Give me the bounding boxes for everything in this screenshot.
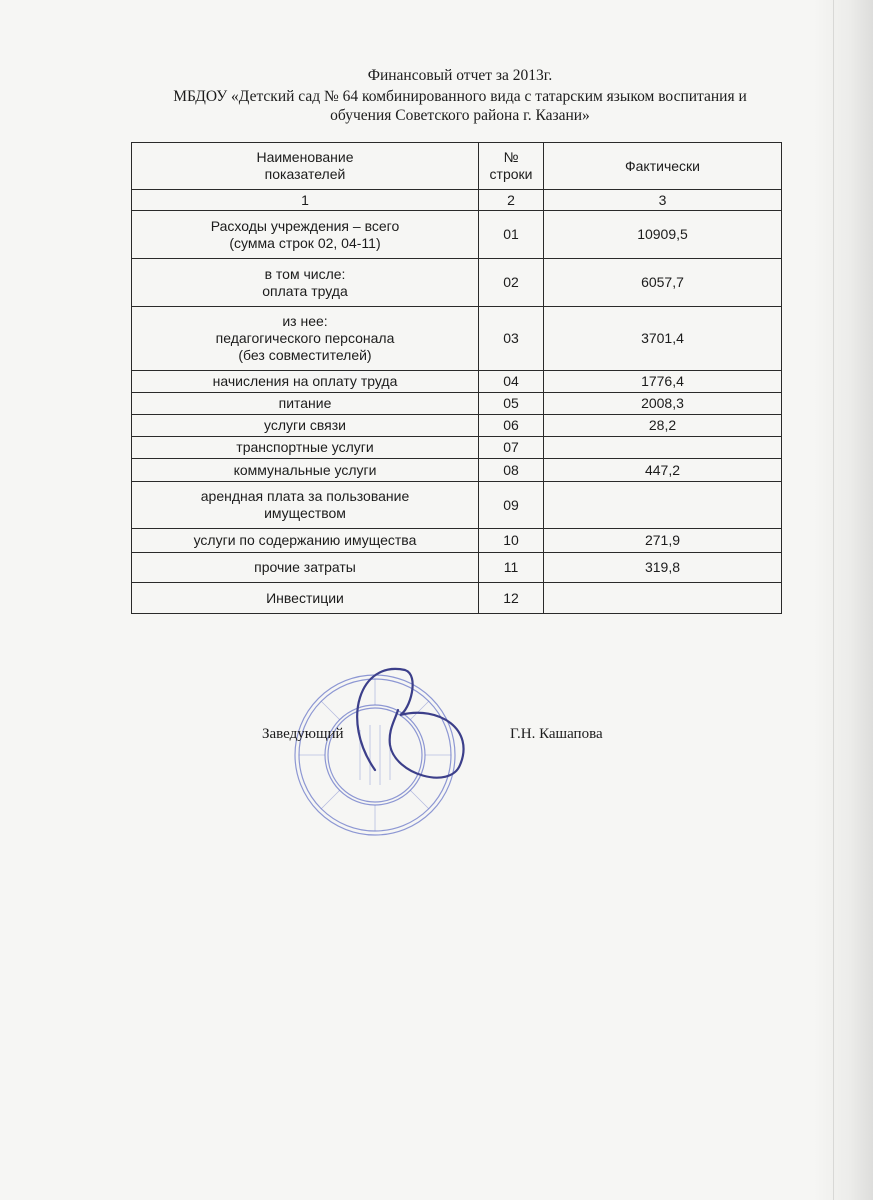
table-row xyxy=(132,393,782,415)
table-row xyxy=(132,307,782,371)
org-name-line2: обучения Советского района г. Казани» xyxy=(330,107,590,124)
row-value xyxy=(544,482,782,529)
col-num-1: 1 xyxy=(132,190,479,211)
row-name: начисления на оплату труда xyxy=(132,371,479,393)
row-code: 09 xyxy=(479,482,544,529)
scan-shadow xyxy=(813,0,873,1200)
row-value: 1776,4 xyxy=(544,371,782,393)
row-value: 2008,3 xyxy=(544,393,782,415)
report-title: Финансовый отчет за 2013г. xyxy=(367,67,553,84)
row-code: 08 xyxy=(479,459,544,482)
table-row xyxy=(132,371,782,393)
col-num-3: 3 xyxy=(544,190,782,211)
row-code: 01 xyxy=(479,211,544,259)
row-name: арендная плата за пользование имуществом xyxy=(132,482,479,529)
row-name: Инвестиции xyxy=(132,583,479,614)
row-code: 07 xyxy=(479,437,544,459)
row-code: 10 xyxy=(479,529,544,553)
row-name: питание xyxy=(132,393,479,415)
row-code: 06 xyxy=(479,415,544,437)
row-value: 271,9 xyxy=(544,529,782,553)
table-row xyxy=(132,259,782,307)
row-code: 12 xyxy=(479,583,544,614)
row-code: 02 xyxy=(479,259,544,307)
row-name: услуги связи xyxy=(132,415,479,437)
signature-name: Г.Н. Кашапова xyxy=(510,726,603,742)
row-name: услуги по содержанию имущества xyxy=(132,529,479,553)
row-value xyxy=(544,437,782,459)
header-actual: Фактически xyxy=(544,143,782,190)
row-name: коммунальные услуги xyxy=(132,459,479,482)
table-row xyxy=(132,211,782,259)
col-num-2: 2 xyxy=(479,190,544,211)
table-row xyxy=(132,415,782,437)
header-name: Наименование показателей xyxy=(132,143,479,190)
row-code: 11 xyxy=(479,553,544,583)
row-name: транспортные услуги xyxy=(132,437,479,459)
table-row xyxy=(132,459,782,482)
table-row xyxy=(132,553,782,583)
row-value: 10909,5 xyxy=(544,211,782,259)
org-name-line1: МБДОУ «Детский сад № 64 комбинированного вида с татарским языком воспитания и xyxy=(173,88,747,105)
row-code: 05 xyxy=(479,393,544,415)
row-value: 447,2 xyxy=(544,459,782,482)
row-value: 3701,4 xyxy=(544,307,782,371)
row-value xyxy=(544,583,782,614)
table-header-row xyxy=(132,143,782,190)
row-code: 03 xyxy=(479,307,544,371)
table-row xyxy=(132,529,782,553)
row-code: 04 xyxy=(479,371,544,393)
table-row xyxy=(132,583,782,614)
table-row xyxy=(132,482,782,529)
header-line-no: № строки xyxy=(479,143,544,190)
row-value: 319,8 xyxy=(544,553,782,583)
row-name: Расходы учреждения – всего (сумма строк 02, 04-11) xyxy=(132,211,479,259)
signature-position: Заведующий xyxy=(262,726,344,742)
page-fold xyxy=(833,0,834,1200)
column-number-row xyxy=(132,190,782,211)
financial-table xyxy=(131,142,782,614)
row-name: из нее: педагогического персонала (без совместителей) xyxy=(132,307,479,371)
row-name: прочие затраты xyxy=(132,553,479,583)
row-value: 6057,7 xyxy=(544,259,782,307)
row-value: 28,2 xyxy=(544,415,782,437)
table-row xyxy=(132,437,782,459)
row-name: в том числе: оплата труда xyxy=(132,259,479,307)
